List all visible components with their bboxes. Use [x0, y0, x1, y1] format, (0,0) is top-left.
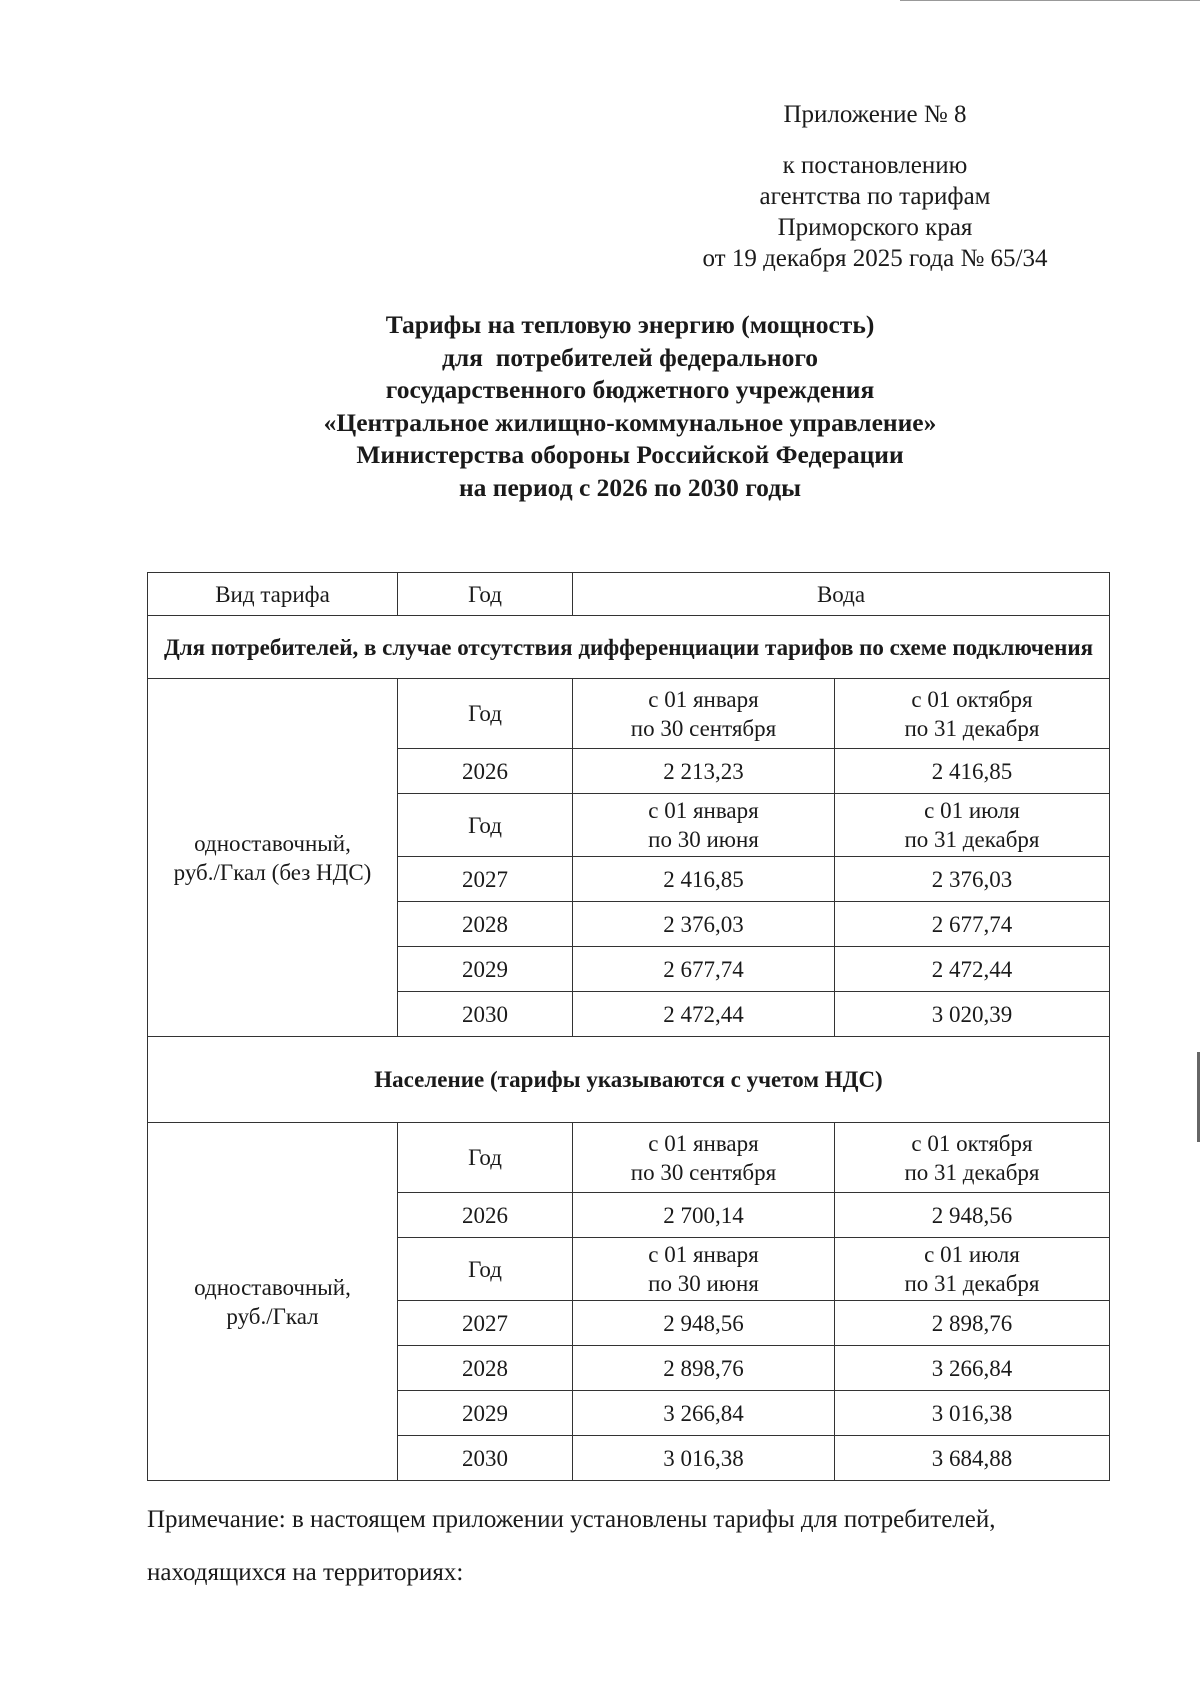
period-1	[573, 1238, 835, 1301]
title-line: «Центральное жилищно-коммунальное управление»	[323, 407, 937, 437]
value-cell: 3 684,88	[835, 1436, 1110, 1481]
title-line: для потребителей федерального	[441, 342, 819, 372]
period-line: по 31 декабря	[904, 827, 1040, 852]
period-line: с 01 октября	[911, 1130, 1033, 1156]
value-cell: 2 948,56	[573, 1301, 835, 1346]
period-line: с 01 января	[648, 686, 759, 712]
year-cell: 2028	[398, 1346, 573, 1391]
period-line: по 30 июня	[648, 827, 759, 852]
title-line: на период с 2026 по 2030 годы	[458, 472, 802, 502]
year-cell: 2027	[398, 1301, 573, 1346]
period-2	[835, 679, 1110, 749]
table-header-row	[148, 573, 1110, 616]
value-cell: 2 677,74	[573, 947, 835, 992]
period-line: по 30 июня	[648, 1271, 759, 1296]
period-1	[573, 679, 835, 749]
note-text: Примечание: в настоящем приложении установлены тарифы для потребителей, находящихся на территориях:	[147, 1506, 996, 1586]
period-line: с 01 октября	[911, 686, 1033, 712]
period-2	[835, 1123, 1110, 1193]
year-cell: 2030	[398, 1436, 573, 1481]
period-1	[573, 794, 835, 857]
section-heading: Для потребителей, в случае отсутствия дифференциации тарифов по схеме подключения	[148, 616, 1110, 679]
value-cell: 2 898,76	[835, 1301, 1110, 1346]
year-cell: 2026	[398, 1193, 573, 1238]
value-cell: 2 898,76	[573, 1346, 835, 1391]
tariff-type-label	[148, 679, 398, 1037]
title-line: Министерства обороны Российской Федерации	[356, 440, 904, 469]
year-label: Год	[398, 1123, 573, 1193]
value-cell: 2 677,74	[835, 902, 1110, 947]
value-cell: 3 266,84	[835, 1346, 1110, 1391]
value-cell: 2 213,23	[573, 749, 835, 794]
header-water: Вода	[573, 573, 1110, 616]
period-line: с 01 января	[648, 1130, 759, 1156]
appendix-line: к постановлению	[782, 152, 968, 179]
year-cell: 2030	[398, 992, 573, 1037]
section-heading-row	[148, 1037, 1110, 1123]
tariff-type-line: одноставочный,	[194, 830, 351, 856]
period-line: с 01 июля	[924, 1242, 1020, 1267]
year-cell: 2027	[398, 857, 573, 902]
title-line: Тарифы на тепловую энергию (мощность)	[385, 310, 875, 339]
year-label: Год	[398, 1238, 573, 1301]
tariff-type-line: руб./Гкал (без НДС)	[173, 859, 372, 885]
year-label: Год	[398, 679, 573, 749]
period-row	[148, 1123, 1110, 1193]
header-tariff-type: Вид тарифа	[148, 573, 398, 616]
tariff-type-line: одноставочный,	[194, 1274, 351, 1300]
period-line: с 01 января	[648, 1242, 759, 1267]
title-line: государственного бюджетного учреждения	[385, 375, 875, 404]
header-year: Год	[398, 573, 573, 616]
appendix-line: агентства по тарифам	[759, 183, 991, 210]
period-line: с 01 июля	[924, 798, 1020, 823]
year-label: Год	[398, 794, 573, 857]
value-cell: 3 020,39	[835, 992, 1110, 1037]
scan-edge-line	[900, 0, 1200, 1]
period-2	[835, 1238, 1110, 1301]
appendix-title: Приложение № 8	[783, 101, 967, 128]
appendix-reference	[650, 150, 1100, 274]
period-2	[835, 794, 1110, 857]
value-cell: 2 948,56	[835, 1193, 1110, 1238]
value-cell: 2 376,03	[573, 902, 835, 947]
period-line: с 01 января	[648, 798, 759, 823]
value-cell: 2 700,14	[573, 1193, 835, 1238]
tariff-type-line: руб./Гкал	[226, 1303, 319, 1329]
tariff-type-label	[148, 1123, 398, 1481]
value-cell: 3 016,38	[573, 1436, 835, 1481]
period-line: по 30 сентября	[630, 715, 777, 741]
period-row	[148, 679, 1110, 749]
year-cell: 2028	[398, 902, 573, 947]
value-cell: 3 016,38	[835, 1391, 1110, 1436]
value-cell: 2 416,85	[573, 857, 835, 902]
value-cell: 3 266,84	[573, 1391, 835, 1436]
tariff-table	[147, 572, 1110, 1481]
year-cell: 2029	[398, 1391, 573, 1436]
value-cell: 2 416,85	[835, 749, 1110, 794]
appendix-line: Приморского края	[777, 214, 973, 241]
period-line: по 30 сентября	[630, 1159, 777, 1185]
period-line: по 31 декабря	[904, 715, 1040, 741]
section-heading-row	[148, 616, 1110, 679]
value-cell: 2 472,44	[573, 992, 835, 1037]
value-cell: 2 472,44	[835, 947, 1110, 992]
value-cell: 2 376,03	[835, 857, 1110, 902]
year-cell: 2029	[398, 947, 573, 992]
period-1	[573, 1123, 835, 1193]
document-title	[150, 309, 1110, 504]
period-line: по 31 декабря	[904, 1159, 1040, 1185]
year-cell: 2026	[398, 749, 573, 794]
period-line: по 31 декабря	[904, 1271, 1040, 1296]
section-heading: Население (тарифы указываются с учетом НДС)	[148, 1037, 1110, 1123]
appendix-line: от 19 декабря 2025 года № 65/34	[702, 245, 1048, 272]
